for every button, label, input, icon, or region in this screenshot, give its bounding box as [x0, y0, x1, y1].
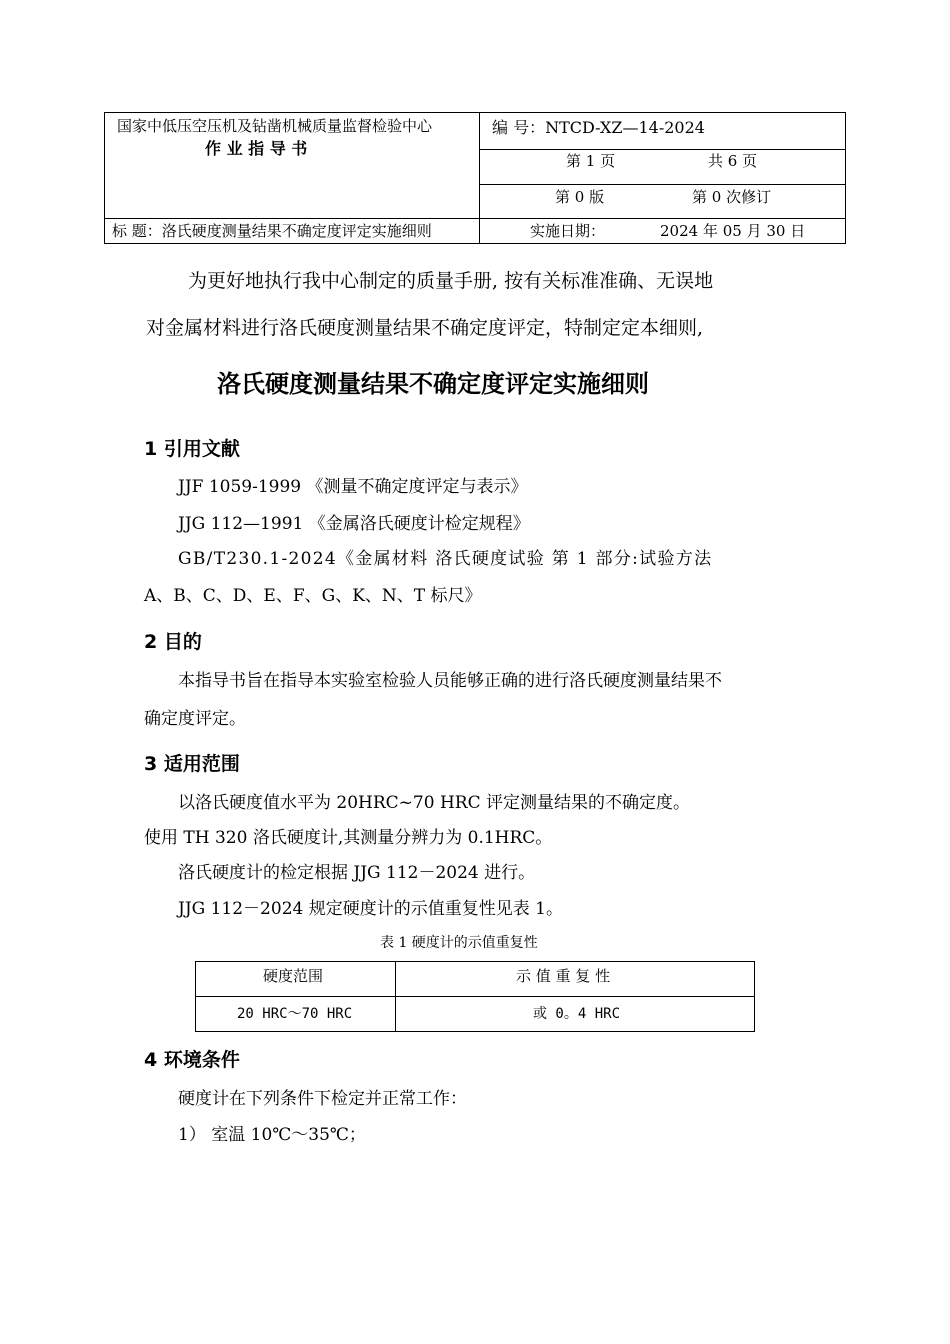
paragraph-line: 硬度计在下列条件下检定并正常工作：: [178, 1089, 467, 1109]
table-caption: 表 1 硬度计的示值重复性: [380, 935, 538, 951]
header-title: 标 题：洛氏硬度测量结果不确定度评定实施细则: [112, 222, 432, 240]
header-revision: 第 0 次修订: [692, 188, 772, 206]
section-3-heading: 3 适用范围: [144, 753, 240, 775]
paragraph-line: 以洛氏硬度值水平为 20HRC~70 HRC 评定测量结果的不确定度。: [178, 793, 690, 813]
paragraph-line: 本指导书旨在指导本实验室检验人员能够正确的进行洛氏硬度测量结果不: [178, 671, 722, 691]
paragraph-line: JJG 112－2024 规定硬度计的示值重复性见表 1。: [178, 899, 563, 919]
intro-line-2: 对金属材料进行洛氏硬度测量结果不确定度评定，特制定定本细则,: [146, 317, 704, 339]
paragraph-line: 确定度评定。: [144, 709, 246, 729]
table-cell-repeatability: 或 0。4 HRC: [533, 1006, 621, 1022]
reference-item-continued: A、B、C、D、E、F、G、K、N、T 标尺》: [144, 586, 482, 606]
header-date-label: 实施日期：: [530, 222, 606, 240]
header-edition: 第 0 版: [555, 188, 605, 206]
section-1-heading: 1 引用文献: [144, 438, 240, 460]
reference-item: JJF 1059-1999 《测量不确定度评定与表示》: [178, 477, 528, 497]
table-header-range: 硬度范围: [263, 967, 324, 985]
header-divider: [479, 184, 845, 185]
reference-item: GB/T230.1-2024《金属材料 洛氏硬度试验 第 1 部分:试验方法: [178, 549, 713, 569]
header-divider: [479, 149, 845, 150]
header-doc-type: 作 业 指 导 书: [205, 139, 308, 158]
header-organization: 国家中低压空压机及钻凿机械质量监督检验中心: [117, 117, 433, 135]
header-divider: [479, 113, 480, 243]
section-2-heading: 2 目的: [144, 631, 202, 653]
reference-item: JJG 112—1991 《金属洛氏硬度计检定规程》: [178, 514, 530, 534]
paragraph-line: 洛氏硬度计的检定根据 JJG 112－2024 进行。: [178, 863, 536, 883]
main-title: 洛氏硬度测量结果不确定度评定实施细则: [217, 370, 649, 398]
table-divider: [196, 996, 754, 997]
header-doc-number: 编 号：NTCD-XZ—14-2024: [492, 118, 705, 137]
paragraph-line: 使用 TH 320 洛氏硬度计,其测量分辨力为 0.1HRC。: [144, 828, 553, 848]
header-page-number: 第 1 页: [566, 152, 616, 170]
header-page-total: 共 6 页: [708, 152, 758, 170]
intro-line-1: 为更好地执行我中心制定的质量手册, 按有关标准准确、无误地: [188, 270, 714, 292]
header-divider: [105, 218, 845, 219]
list-item: 1） 室温 10℃～35℃；: [178, 1125, 366, 1145]
header-date-value: 2024 年 05 月 30 日: [660, 222, 806, 240]
table-cell-range: 20 HRC～70 HRC: [237, 1006, 353, 1022]
section-4-heading: 4 环境条件: [144, 1049, 240, 1071]
table-header-repeatability: 示 值 重 复 性: [516, 967, 611, 985]
